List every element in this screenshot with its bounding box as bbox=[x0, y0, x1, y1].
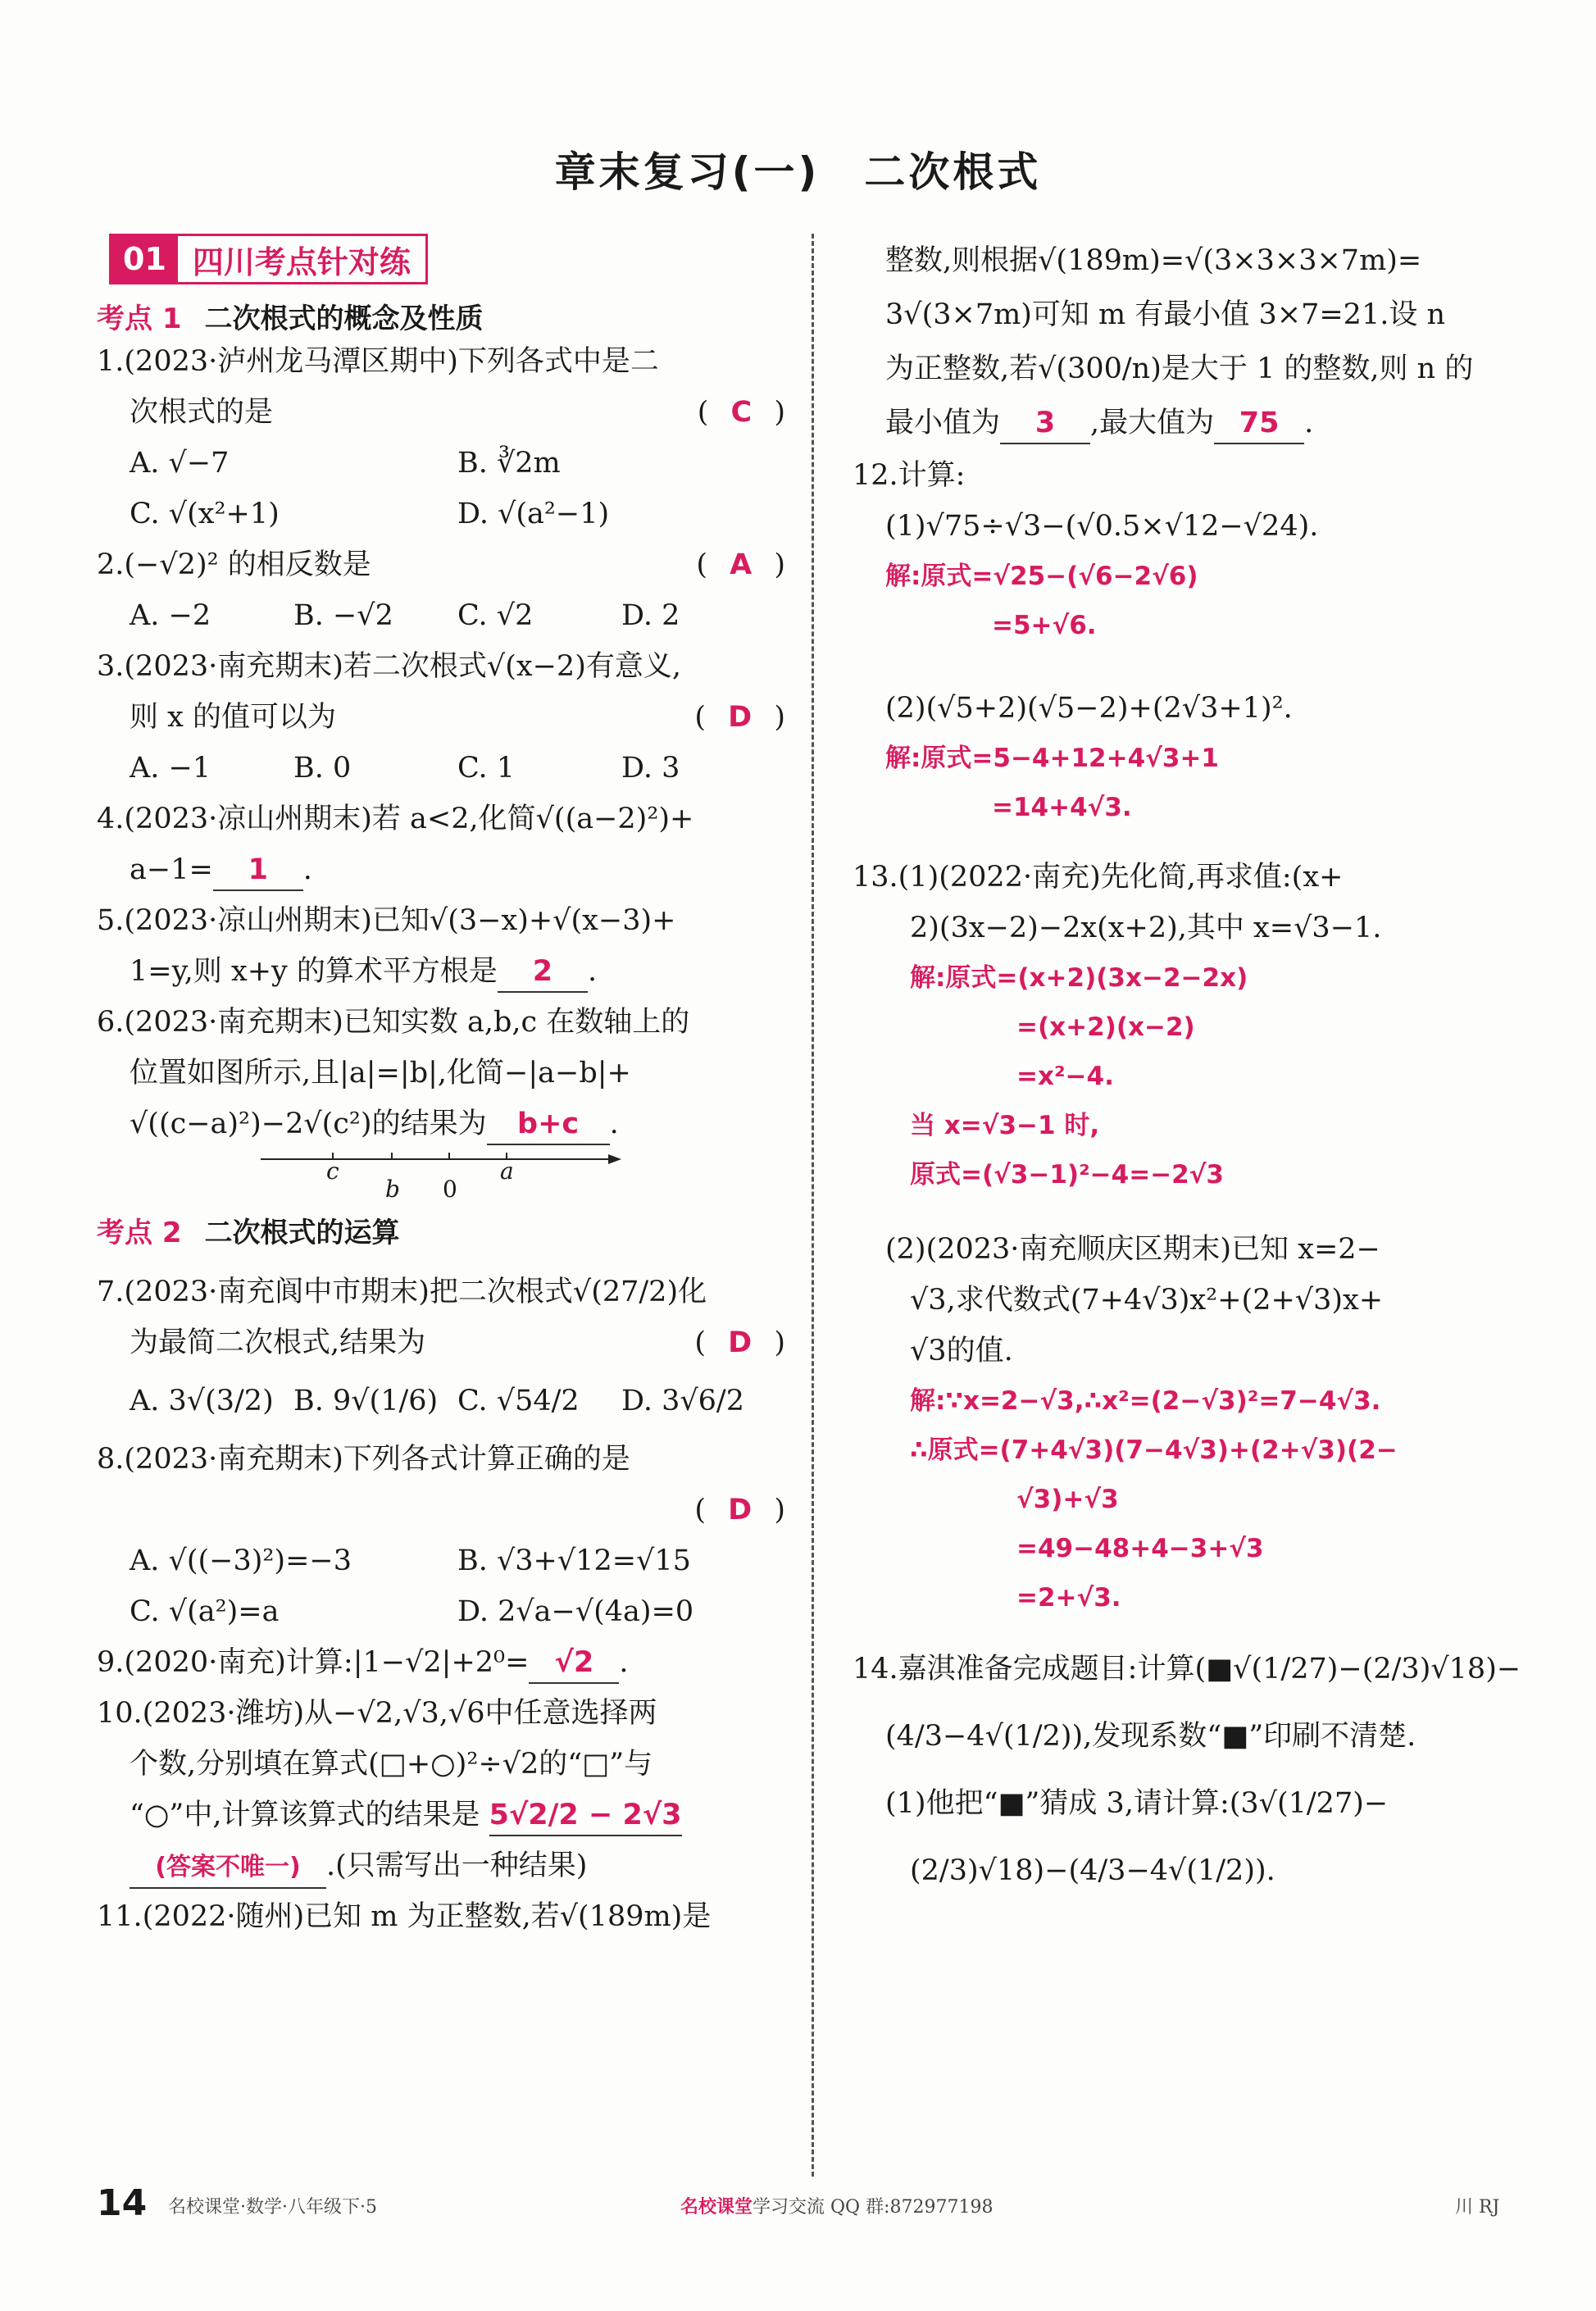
question-text: 整数,则根据√(189m)=√(3×3×3×7m)= bbox=[885, 244, 1422, 277]
solution-line: =(x+2)(x−2) bbox=[1016, 1012, 1195, 1042]
question-6 bbox=[97, 997, 785, 1203]
question-text: 位置如图所示,且|a|=|b|,化简−|a−b|+ bbox=[130, 1057, 631, 1090]
solution-line: =2+√3. bbox=[1016, 1583, 1121, 1613]
answer-note: (答案不唯一) bbox=[130, 1848, 326, 1889]
question-text: (2)(√5+2)(√5−2)+(2√3+1)². bbox=[885, 692, 1293, 725]
answer-blank: 1 bbox=[213, 850, 303, 891]
solution bbox=[853, 1376, 1533, 1622]
solution-line: 解:原式=(x+2)(3x−2−2x) bbox=[910, 963, 1248, 993]
question-text: 为最简二次根式,结果为 ( D ) bbox=[97, 1317, 785, 1368]
question-text: 6.(2023·南充期末)已知实数 a,b,c 在数轴上的 bbox=[97, 1006, 690, 1039]
options-row bbox=[97, 1586, 785, 1637]
option-d: D. 2√a−√(4a)=0 bbox=[457, 1595, 694, 1628]
option-c: C. √2 bbox=[457, 599, 534, 632]
question-text: 9.(2020·南充)计算:|1−√2|+2⁰= √2 . bbox=[97, 1637, 785, 1688]
solution-line: ∴原式=(7+4√3)(7−4√3)+(2+√3)(2− bbox=[910, 1435, 1398, 1465]
answer-choice: ( D ) bbox=[694, 1494, 785, 1526]
question-text: 12.计算: bbox=[853, 459, 966, 492]
axis-label-b: b bbox=[385, 1176, 400, 1203]
question-text: 3√(3×7m)可知 m 有最小值 3×7=21.设 n bbox=[885, 298, 1446, 331]
option-c: C. √54/2 bbox=[457, 1385, 580, 1417]
book-info: 名校课堂·数学·八年级下·5 bbox=[168, 2197, 377, 2218]
qq-group-info bbox=[680, 2193, 993, 2218]
question-12 bbox=[853, 450, 1533, 832]
question-text: (2)(2023·南充顺庆区期末)已知 x=2− bbox=[885, 1233, 1380, 1266]
answer-choice: ( D ) bbox=[694, 1326, 785, 1359]
options-row bbox=[97, 743, 785, 794]
question-11 bbox=[97, 1891, 785, 1942]
right-column bbox=[853, 234, 1533, 1904]
question-text: 2.(−√2)² 的相反数是 ( A ) bbox=[97, 539, 785, 590]
options-row bbox=[97, 438, 785, 489]
options-row bbox=[97, 590, 785, 641]
option-c: C. 1 bbox=[457, 752, 516, 785]
question-text: (2/3)√18)−(4/3−4√(1/2)). bbox=[910, 1854, 1275, 1887]
number-line bbox=[261, 1149, 621, 1203]
question-8 bbox=[97, 1434, 785, 1637]
option-d: D. √(a²−1) bbox=[457, 498, 610, 530]
question-4 bbox=[97, 794, 785, 895]
question-text: 次根式的是 ( C ) bbox=[97, 387, 785, 438]
section-badge bbox=[109, 234, 428, 284]
solution bbox=[853, 552, 1533, 650]
question-5 bbox=[97, 895, 785, 997]
question-1 bbox=[97, 336, 785, 539]
option-a: A. 3√(3/2) bbox=[130, 1385, 274, 1417]
answer-blank-min: 3 bbox=[1000, 403, 1090, 444]
options-row bbox=[97, 1368, 785, 1434]
question-7 bbox=[97, 1267, 785, 1434]
question-text: 7.(2023·南充阆中市期末)把二次根式√(27/2)化 bbox=[97, 1276, 707, 1308]
solution-line: =14+4√3. bbox=[992, 793, 1132, 822]
answer-choice: ( D ) bbox=[694, 701, 785, 734]
question-text: 14.嘉淇准备完成题目:计算(■√(1/27)−(2/3)√18)− bbox=[853, 1653, 1521, 1685]
question-text bbox=[97, 1485, 785, 1535]
option-d: D. 3 bbox=[621, 752, 680, 785]
topic-2-heading bbox=[97, 1210, 785, 1250]
topic-tag: 考点 1 bbox=[97, 303, 182, 335]
solution bbox=[853, 953, 1533, 1199]
solution-line: 解:原式=√25−(√6−2√6) bbox=[885, 562, 1198, 591]
option-a: A. −2 bbox=[130, 599, 211, 632]
axis-label-c: c bbox=[326, 1158, 339, 1185]
question-text: a−1= 1 . bbox=[97, 844, 785, 895]
answer-blank: √2 bbox=[529, 1643, 619, 1684]
axis-label-zero: 0 bbox=[443, 1176, 457, 1203]
topic-1-heading bbox=[97, 296, 785, 336]
options-row bbox=[97, 489, 785, 539]
brand-logo-text: 名校课堂 bbox=[680, 2196, 753, 2218]
question-text: 最小值为 3 ,最大值为 75 . bbox=[853, 396, 1533, 450]
solution-line: =5+√6. bbox=[992, 611, 1097, 640]
question-text: (1)√75÷√3−(√0.5×√12−√24). bbox=[885, 510, 1319, 543]
option-b: B. 9√(1/6) bbox=[293, 1385, 439, 1417]
option-c: C. √(a²)=a bbox=[130, 1595, 280, 1628]
question-text: 5.(2023·凉山州期末)已知√(3−x)+√(x−3)+ bbox=[97, 904, 676, 937]
axis-label-a: a bbox=[500, 1158, 514, 1185]
question-text: 1.(2023·泸州龙马潭区期中)下列各式中是二 bbox=[97, 345, 659, 378]
section-number: 01 bbox=[111, 236, 178, 282]
option-a: A. √((−3)²)=−3 bbox=[130, 1544, 352, 1577]
question-14 bbox=[853, 1635, 1533, 1904]
question-text: “○”中,计算该算式的结果是 5√2/2 − 2√3 bbox=[97, 1790, 785, 1840]
options-row bbox=[97, 1535, 785, 1586]
solution-line: 解:∵x=2−√3,∴x²=(2−√3)²=7−4√3. bbox=[910, 1386, 1381, 1416]
question-text: 则 x 的值可以为 ( D ) bbox=[97, 692, 785, 743]
option-a: A. √−7 bbox=[130, 447, 230, 480]
solution-line: 原式=(√3−1)²−4=−2√3 bbox=[910, 1160, 1224, 1190]
column-divider bbox=[812, 234, 814, 2177]
solution-line: =49−48+4−3+√3 bbox=[1016, 1534, 1264, 1563]
option-a: A. −1 bbox=[130, 752, 211, 785]
solution-line: 解:原式=5−4+12+4√3+1 bbox=[885, 744, 1219, 773]
solution-line: 当 x=√3−1 时, bbox=[910, 1111, 1100, 1140]
question-text: (4/3−4√(1/2)),发现系数“■”印刷不清楚. bbox=[885, 1720, 1416, 1753]
question-text: 10.(2023·潍坊)从−√2,√3,√6中任意选择两 bbox=[97, 1697, 657, 1730]
edition-label: 川 RJ bbox=[1455, 2197, 1500, 2218]
topic-label: 二次根式的运算 bbox=[204, 1217, 400, 1249]
question-11-continued bbox=[853, 234, 1533, 450]
answer-blank: 5√2/2 − 2√3 bbox=[489, 1795, 682, 1836]
option-b: B. −√2 bbox=[293, 599, 393, 632]
question-13 bbox=[853, 852, 1533, 1622]
question-text: 3.(2023·南充期末)若二次根式√(x−2)有意义, bbox=[97, 650, 681, 683]
question-text: 13.(1)(2022·南充)先化简,再求值:(x+ bbox=[853, 861, 1344, 894]
question-3 bbox=[97, 641, 785, 794]
question-text: √((c−a)²)−2√(c²)的结果为 b+c . bbox=[97, 1099, 785, 1149]
number-line-svg bbox=[261, 1149, 621, 1199]
answer-blank: b+c bbox=[487, 1104, 610, 1145]
option-b: B. √3+√12=√15 bbox=[457, 1544, 691, 1577]
left-column bbox=[97, 234, 785, 1942]
section-label: 四川考点针对练 bbox=[192, 243, 411, 280]
question-text: 4.(2023·凉山州期末)若 a<2,化简√((a−2)²)+ bbox=[97, 803, 694, 835]
question-2 bbox=[97, 539, 785, 641]
page-number: 14 bbox=[97, 2182, 148, 2224]
question-text: 1=y,则 x+y 的算术平方根是 2 . bbox=[97, 946, 785, 997]
answer-blank-max: 75 bbox=[1214, 403, 1304, 444]
answer-choice: ( A ) bbox=[696, 548, 785, 581]
question-text: (答案不唯一) .(只需写出一种结果) bbox=[97, 1840, 785, 1891]
solution-line: √3)+√3 bbox=[1016, 1485, 1119, 1514]
option-c: C. √(x²+1) bbox=[130, 498, 280, 530]
topic-label: 二次根式的概念及性质 bbox=[204, 303, 484, 335]
qq-text: 学习交流 QQ 群:872977198 bbox=[753, 2197, 994, 2218]
question-9 bbox=[97, 1637, 785, 1688]
question-text: 8.(2023·南充期末)下列各式计算正确的是 bbox=[97, 1443, 630, 1476]
answer-choice: ( C ) bbox=[697, 396, 785, 429]
option-d: D. 3√6/2 bbox=[621, 1385, 744, 1417]
question-text: √3的值. bbox=[910, 1335, 1013, 1367]
option-b: B. ∛2m bbox=[457, 447, 561, 480]
question-text: 为正整数,若√(300/n)是大于 1 的整数,则 n 的 bbox=[885, 353, 1474, 385]
question-text: √3,求代数式(7+4√3)x²+(2+√3)x+ bbox=[910, 1284, 1384, 1317]
question-10 bbox=[97, 1688, 785, 1891]
question-text: 2)(3x−2)−2x(x+2),其中 x=√3−1. bbox=[910, 912, 1382, 944]
page-title: 章末复习(一) 二次根式 bbox=[554, 148, 1042, 196]
solution-line: =x²−4. bbox=[1016, 1062, 1114, 1091]
option-b: B. 0 bbox=[293, 752, 352, 785]
topic-tag: 考点 2 bbox=[97, 1217, 182, 1249]
option-d: D. 2 bbox=[621, 599, 680, 632]
question-text: 个数,分别填在算式(□+○)²÷√2的“□”与 bbox=[130, 1748, 653, 1781]
question-text: 11.(2022·随州)已知 m 为正整数,若√(189m)是 bbox=[97, 1900, 712, 1933]
question-text: (1)他把“■”猜成 3,请计算:(3√(1/27)− bbox=[885, 1787, 1389, 1820]
solution bbox=[853, 734, 1533, 832]
answer-blank: 2 bbox=[498, 952, 588, 993]
